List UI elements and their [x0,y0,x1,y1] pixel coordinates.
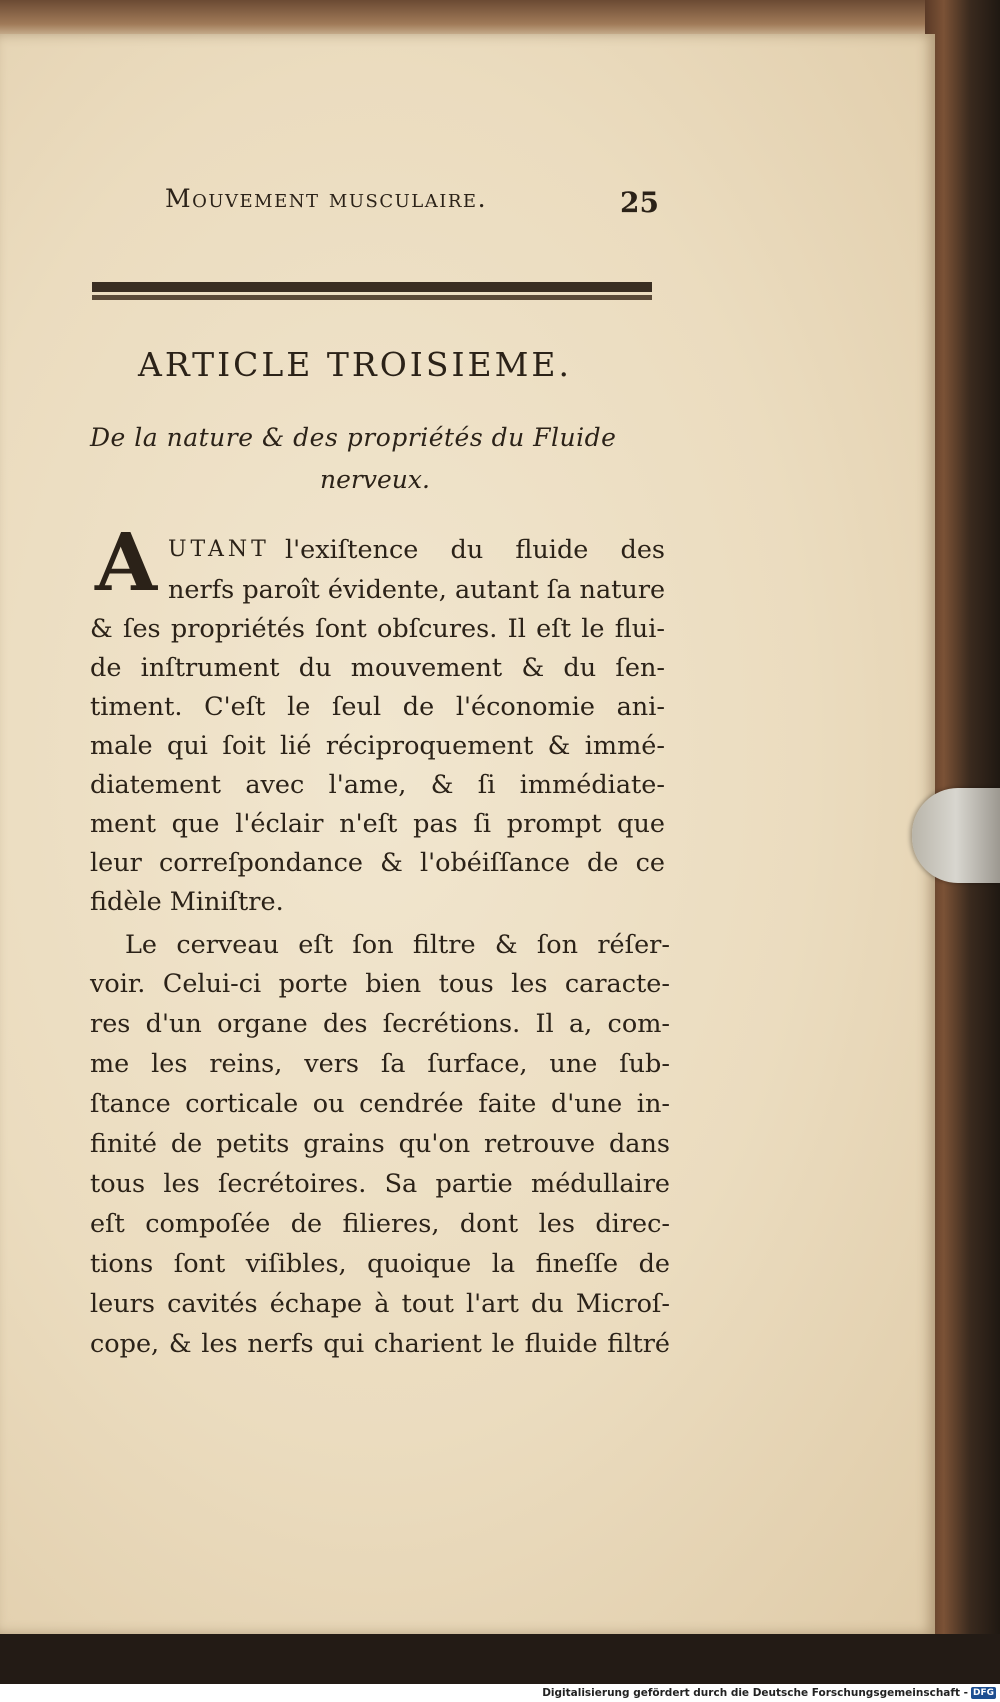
text-line: Le cerveau eſt ſon filtre & ſon réſer- [125,930,670,960]
drop-cap: A [95,515,158,609]
text-line: leurs cavités échape à tout l'art du Microſ- [90,1289,670,1319]
text-line: & ſes propriétés ſont obſcures. Il eſt le flui- [90,614,665,644]
subtitle-line-2: nerveux. [320,465,430,494]
dfg-logo: DFG [972,1688,994,1698]
text-line: l'exiſtence du fluide des [285,535,665,565]
page-tab-marker [912,788,1000,883]
text-line: fidèle Miniſtre. [90,887,284,917]
text-line: ment que l'éclair n'eſt pas ſi prompt que [90,809,665,839]
subtitle-line-1: De la nature & des propriétés du Fluide [90,423,617,452]
page-number: 25 [620,186,659,219]
text-line: eſt compoſée de filieres, dont les direc- [90,1209,670,1239]
ornamental-rule [92,282,652,300]
text-line: ſtance corticale ou cendrée faite d'une in- [90,1089,670,1119]
footer-strip [0,1684,1000,1702]
bottom-dark-band [0,1634,1000,1684]
footer-credit: Digitalisierung gefördert durch die Deutsche Forschungsgemeinschaft - [542,1687,968,1699]
text-line: de inſtrument du mouvement & du ſen- [90,653,665,683]
text-line: cope, & les nerfs qui charient le fluide filtré [90,1329,670,1359]
text-line: me les reins, vers ſa ſurface, une ſub- [90,1049,670,1079]
text-line: nerfs paroît évidente, autant ſa nature [168,575,666,605]
text-line: diatement avec l'ame, & ſi immédiate- [90,770,665,800]
first-word: UTANT [168,537,270,562]
text-line: voir. Celui-ci porte bien tous les caracte- [90,969,670,999]
text-line: res d'un organe des ſecrétions. Il a, com- [90,1009,670,1039]
text-line: leur correſpondance & l'obéiſſance de ce [90,848,665,878]
running-head: Mouvement musculaire. [165,184,488,213]
text-line: male qui ſoit lié réciproquement & immé- [90,731,665,761]
text-line: timent. C'eſt le ſeul de l'économie ani- [90,692,665,722]
text-line: tions ſont viſibles, quoique la fineſſe de [90,1249,670,1279]
text-line: tous les ſecrétoires. Sa partie médullaire [90,1169,670,1199]
article-title: ARTICLE TROISIEME. [138,345,572,384]
text-line: finité de petits grains qu'on retrouve dans [90,1129,670,1159]
